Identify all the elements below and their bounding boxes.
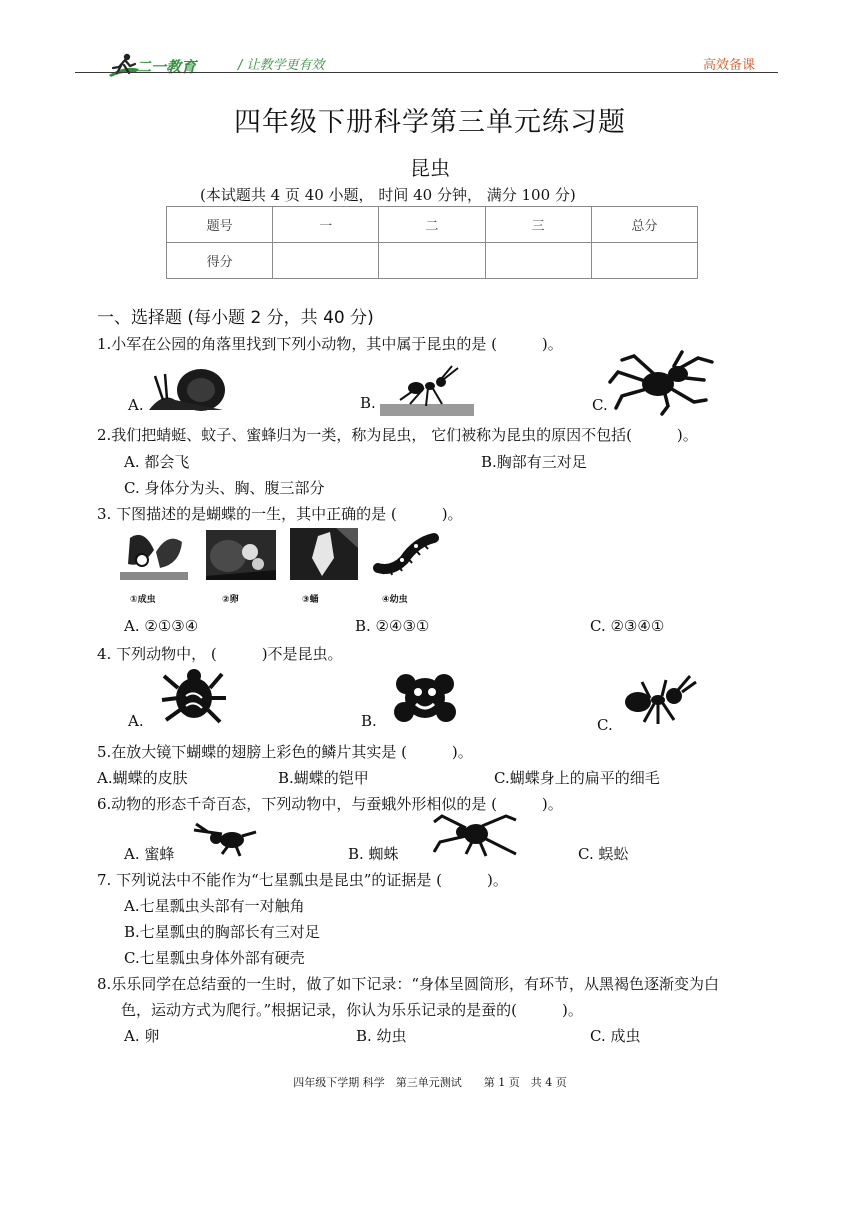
q4-option-c-label[interactable]: C. bbox=[597, 716, 613, 734]
score-table-header-row bbox=[167, 207, 698, 243]
page-subtitle: 昆虫 bbox=[410, 156, 450, 180]
score-row-label: 得分 bbox=[167, 243, 273, 279]
spider-icon bbox=[432, 814, 518, 856]
question-8-text: 8.乐乐同学在总结蚕的一生时，做了如下记录：“身体呈圆筒形，有环节，从黑褐色逐渐变为白 bbox=[97, 975, 719, 993]
q4-option-a-label[interactable]: A. bbox=[128, 712, 144, 730]
q3-option-a[interactable]: A. ②①③④ bbox=[124, 617, 199, 635]
q1-option-a-label[interactable]: A. bbox=[128, 396, 144, 414]
score-header-cell: 总分 bbox=[591, 207, 697, 243]
q5-option-b[interactable]: B.蝴蝶的铠甲 bbox=[278, 769, 369, 787]
q7-option-a[interactable]: A.七星瓢虫头部有一对触角 bbox=[124, 897, 305, 915]
q7-option-b[interactable]: B.七星瓢虫的胸部长有三对足 bbox=[124, 923, 320, 941]
score-cell[interactable] bbox=[379, 243, 485, 279]
butterfly-adult-image bbox=[120, 528, 188, 580]
score-cell[interactable] bbox=[485, 243, 591, 279]
q8-option-a[interactable]: A. 卵 bbox=[124, 1027, 160, 1045]
q2-option-b[interactable]: B.胸部有三对足 bbox=[481, 453, 587, 471]
q8-option-b[interactable]: B. 幼虫 bbox=[356, 1027, 407, 1045]
score-cell[interactable] bbox=[591, 243, 697, 279]
q2-option-c[interactable]: C. 身体分为头、胸、腹三部分 bbox=[124, 479, 325, 497]
spider-icon bbox=[608, 352, 714, 414]
q7-option-c[interactable]: C.七星瓢虫身体外部有硬壳 bbox=[124, 949, 305, 967]
q1-option-c-label[interactable]: C. bbox=[592, 396, 608, 414]
q3-option-c[interactable]: C. ②③④① bbox=[590, 617, 665, 635]
q3-caption: ②卵 bbox=[222, 595, 239, 605]
q5-option-a[interactable]: A.蝴蝶的皮肤 bbox=[97, 769, 188, 787]
question-2-text: 2.我们把蜻蜓、蚊子、蜜蜂归为一类，称为昆虫， 它们被称为昆虫的原因不包括( )。 bbox=[97, 426, 698, 444]
q6-option-a[interactable]: A. 蜜蜂 bbox=[124, 845, 175, 863]
q3-caption: ③蛹 bbox=[302, 595, 319, 605]
q6-option-b[interactable]: B. 蜘蛛 bbox=[348, 845, 399, 863]
page-footer: 四年级下学期 科学 第三单元测试 第 1 页 共 4 页 bbox=[293, 1076, 567, 1089]
score-table-row bbox=[167, 243, 698, 279]
butterfly-egg-image bbox=[206, 530, 276, 580]
question-3-text: 3. 下图描述的是蝴蝶的一生，其中正确的是 ( )。 bbox=[97, 505, 463, 523]
question-4-text: 4. 下列动物中， ( )不是昆虫。 bbox=[97, 645, 343, 663]
section-title: 一、选择题 (每小题 2 分，共 40 分) bbox=[97, 308, 374, 328]
q3-option-b[interactable]: B. ②④③① bbox=[355, 617, 430, 635]
q8-option-c[interactable]: C. 成虫 bbox=[590, 1027, 641, 1045]
bee-icon bbox=[192, 822, 258, 856]
q6-option-c[interactable]: C. 蜈蚣 bbox=[578, 845, 629, 863]
score-header-cell: 三 bbox=[485, 207, 591, 243]
butterfly-pupa-image bbox=[290, 528, 358, 580]
score-cell[interactable] bbox=[273, 243, 379, 279]
header-slogan: / 让教学更有效 bbox=[238, 58, 325, 73]
question-5-text: 5.在放大镜下蝴蝶的翅膀上彩色的鳞片其实是 ( )。 bbox=[97, 743, 473, 761]
logo-text: 二一教育 bbox=[136, 58, 197, 76]
q3-caption: ④幼虫 bbox=[382, 595, 408, 605]
page-title: 四年级下册科学第三单元练习题 bbox=[234, 107, 626, 138]
score-header-cell: 题号 bbox=[167, 207, 273, 243]
question-1-text: 1.小军在公园的角落里找到下列小动物，其中属于昆虫的是 ( )。 bbox=[97, 335, 563, 353]
score-header-cell: 一 bbox=[273, 207, 379, 243]
q2-option-a[interactable]: A. 都会飞 bbox=[124, 453, 190, 471]
ant-icon bbox=[380, 360, 474, 416]
exam-note: (本试题共 4 页 40 小题， 时间 40 分钟， 满分 100 分) bbox=[200, 186, 576, 204]
ladybug-icon bbox=[392, 666, 458, 728]
question-8-text-cont: 色，运动方式为爬行。”根据记录，你认为乐乐记录的是蚕的( )。 bbox=[121, 1001, 583, 1019]
score-header-cell: 二 bbox=[379, 207, 485, 243]
q5-option-c[interactable]: C.蝴蝶身上的扁平的细毛 bbox=[494, 769, 660, 787]
q1-option-b-label[interactable]: B. bbox=[360, 394, 376, 412]
tick-icon bbox=[160, 664, 226, 726]
question-7-text: 7. 下列说法中不能作为“七星瓢虫是昆虫”的证据是 ( )。 bbox=[97, 871, 508, 889]
header-divider bbox=[75, 72, 778, 73]
q4-option-b-label[interactable]: B. bbox=[361, 712, 377, 730]
question-6-text: 6.动物的形态千奇百态，下列动物中，与蚕蛾外形相似的是 ( )。 bbox=[97, 795, 563, 813]
q3-caption: ①成虫 bbox=[130, 595, 156, 605]
header-brand-right: 高效备课 bbox=[703, 58, 756, 73]
score-table bbox=[166, 206, 698, 279]
snail-icon bbox=[143, 362, 229, 414]
ant-icon bbox=[622, 674, 698, 728]
caterpillar-larva-image bbox=[372, 528, 442, 580]
